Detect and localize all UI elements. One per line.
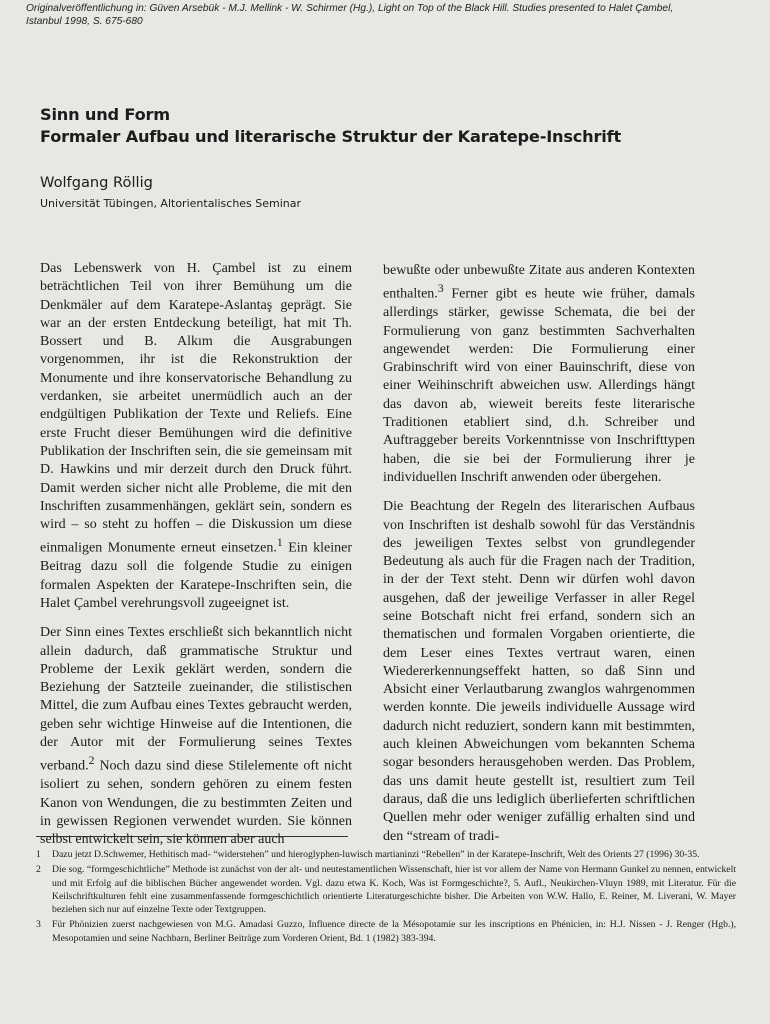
footnote-number: 1 — [36, 849, 41, 860]
citation-line-2: Istanbul 1998, S. 675-680 — [26, 16, 143, 27]
footnote-number: 3 — [36, 919, 41, 931]
author-affiliation: Universität Tübingen, Altorientalisches Seminar — [40, 197, 302, 210]
left-text-column — [40, 260, 352, 861]
paragraph-text: Ferner gibt es heute wie früher, damals allerdings stärker, gewisse Schemata, die bei der Formulierung von ganz bestimmten Sachverhalten angewendet werden: Die Formulierung einer Grabinschrift wird von einer Bauinschrift, diese von einer Weihinschrift abweichen usw. Allerdings hängt das davon ab, wieweit bereits feste literarische Traditionen etabliert sind, d.h. Schreiber und Auftraggeber bereits Vorkenntnisse von Inschrifttypen haben, die sie bei der Formulierung ihrer je individuellen Inschrift anwenden oder übergehen. — [383, 286, 695, 485]
footnote-separator — [36, 836, 348, 837]
footnote-text: Für Phönizien zuerst nachgewiesen von M.G. Amadasi Guzzo, Influence directe de la Mésopotamie sur les inscriptions en Phénicien, in: H.J. Nissen - J. Renger (Hgb.), Mesopotamien und seine Nachbarn, Berliner Beiträge zum Vorderen Orient, Bd. 1 (1982) 383-394. — [52, 919, 736, 944]
paragraph-text: Ein kleiner Beitrag dazu soll die folgende Studie zu einigen formalen Aspekten der Karatepe-Inschriften sein, die Halet Çambel verehrungsvoll zugeeignet ist. — [40, 541, 353, 611]
paragraph — [383, 262, 695, 487]
footnote-text: Dazu jetzt D.Schwemer, Hethitisch mad- “widerstehen” und hieroglyphen-luwisch martianinzi “Rebellen” in der Karatepe-Inschrift, Welt des Orients 27 (1996) 30-35. — [52, 849, 700, 860]
paragraph-text: Der Sinn eines Textes erschließt sich bekanntlich nicht allein dadurch, daß grammatische Struktur und Probleme der Lexik geklärt werden, sondern die Beziehung der Satzteile zueinander, die stilistischen Mittel, die zum Aufbau eines Textes gebraucht werden, geben sehr wichtige Hinweise auf die Intentionen, die der Autor mit der Formulierung seines Textes verband. — [40, 625, 352, 775]
footnote-text: Die sog. “formgeschichtliche” Methode ist zunächst von der alt- und neutestamentlichen Wissenschaft, hier ist vor allem der Name von Hermann Gunkel zu nennen, entwickelt und mit Erfolg auf die biblischen Bücher angewendet worden. Vgl. dazu etwa K. Koch, Was ist Formgeschichte?, 5. Aufl., Neukirchen-Vluyn 1989, mit Literatur. Für die Keilschriftkulturen fehlt eine zusammenfassende formgeschichtlich orientierte Literaturgeschichte bisher. Die Arbeiten von W.W. Hallo, E. Reiner, M. Liverani, W. Mayer beziehen sich nur auf einzelne Texte oder Textgruppen. — [52, 864, 736, 916]
paragraph — [40, 624, 352, 849]
footnote-ref[interactable]: 3 — [437, 282, 444, 296]
footnote-number: 2 — [36, 864, 41, 876]
right-text-column — [383, 262, 695, 857]
paragraph — [40, 260, 352, 613]
footnote-ref[interactable]: 2 — [88, 754, 95, 768]
author-name: Wolfgang Röllig — [40, 174, 153, 191]
footnotes — [36, 848, 736, 947]
citation-line-1: Originalveröffentlichung in: Güven Arsebük - M.J. Mellink - W. Schirmer (Hg.), Light on Top of the Black Hill. Studies presented to Halet Çambel, — [26, 3, 674, 14]
paragraph-text: Die Beachtung der Regeln des literarischen Aufbaus von Inschriften ist deshalb sowohl für das Verständnis des jeweiligen Textes selbst von grundlegender Bedeutung als auch für die Fragen nach der Tradition, in der der Text steht. Denn wir dürfen wohl davon ausgehen, daß der jeweilige Verfasser in aller Regel seine Botschaft nicht frei erfand, sondern sich an thematischen und formalen Vorgaben orientierte, die dem Leser eines Textes vertraut waren, einen Wiedererkennungseffekt hatten, so daß Sinn und Absicht einer Verlautbarung zwanglos wahrgenommen werden konnte. Die jeweils individuelle Aussage wird dadurch nicht reduziert, sondern kann mit bestimmten, auch kleinen Abweichungen vom bekannten Schema sogar besonders herausgehoben werden. Das Problem, das uns damit heute gestellt ist, resultiert zum Teil daraus, daß die uns lediglich überlieferten schriftlichen Quellen mehr oder weniger zufällig erhalten sind und den “stream of tradi- — [383, 499, 695, 844]
paragraph-text: Das Lebenswerk von H. Çambel ist zu einem beträchtlichen Teil von ihrer Bemühung um die Denkmäler auf dem Karatepe-Aslantaş geprägt. Sie war an der ersten Entdeckung beteiligt, hat mit Th. Bossert und B. Alkım die Ausgrabungen vorgenommen, ihr ist die Rekonstruktion der Monumente und ihre konservatorische Behandlung zu verdanken, sie arbeitet unermüdlich auch an der endgültigen Publikation der Texte und Reliefs. Eine erste Frucht dieser Bemühungen wird die definitive Publikation der Inschriften sein, die sie gemeinsam mit D. Hawkins und mir derzeit durch den Druck führt. Damit werden sicher nicht alle Probleme, die mit den Inschriften zusammenhängen, geklärt sein, sondern es wird – so steht zu hoffen – die Diskussion um diese einmaligen Monumente erneut einsetzen. — [40, 261, 352, 557]
footnote — [36, 848, 736, 861]
footnote-ref[interactable]: 1 — [276, 536, 283, 550]
paragraph-text: Noch dazu sind diese Stilelemente oft nicht isoliert zu sehen, sondern gehören zu einem festen Kanon von Wendungen, die zu bestimmten Zeiten und in gewissen Regionen verwendet wurden. Sie können selbst entwickelt sein, sie können aber auch — [40, 759, 352, 848]
paragraph — [383, 498, 695, 846]
article-title — [40, 104, 640, 148]
title-main: Sinn und Form — [40, 105, 170, 124]
paragraph-text: bewußte oder unbewußte Zitate aus anderen Kontexten enthalten. — [383, 263, 695, 302]
footnote — [36, 918, 736, 945]
footnote — [36, 863, 736, 916]
source-citation-banner — [26, 2, 756, 28]
title-subtitle: Formaler Aufbau und literarische Struktur der Karatepe-Inschrift — [40, 127, 622, 146]
